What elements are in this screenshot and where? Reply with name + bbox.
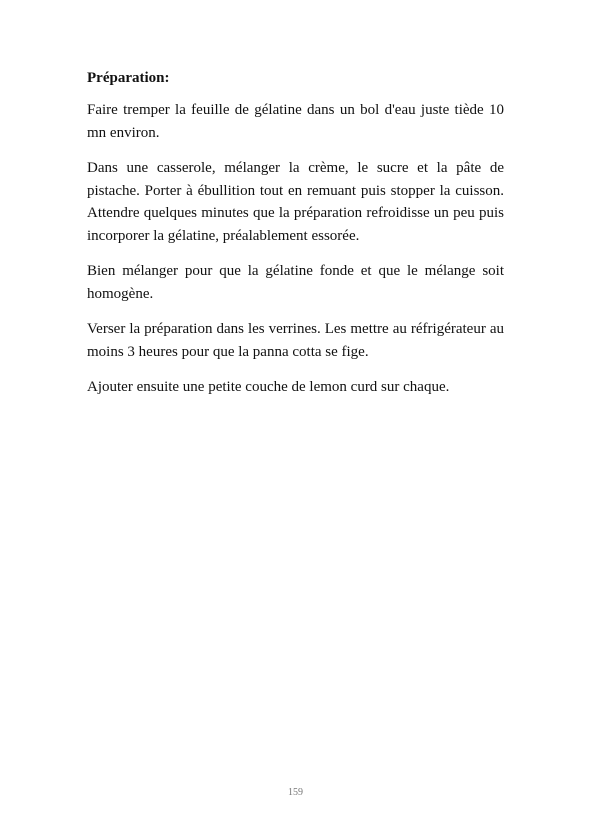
paragraph-soak-gelatin: Faire tremper la feuille de gélatine dans un bol d'eau juste tiède 10 mn environ.: [87, 102, 504, 141]
page-body: [87, 68, 504, 412]
paragraph-pour-chill: Verser la préparation dans les verrines. Les mettre au réfrigérateur au moins 3 heures pour que la panna cotta se fige.: [87, 321, 504, 360]
paragraph-mix-well: Bien mélanger pour que la gélatine fonde et que le mélange soit homogène.: [87, 263, 504, 302]
paragraph-add-lemon-curd: Ajouter ensuite une petite couche de lemon curd sur chaque.: [87, 379, 450, 395]
section-heading: Préparation:: [87, 70, 170, 86]
page-number: 159: [288, 787, 303, 798]
paragraph-heat-mixture: Dans une casserole, mélanger la crème, le sucre et la pâte de pistache. Porter à ébullition tout en remuant puis stopper la cuisson. Attendre quelques minutes que la préparation refroidisse un peu puis incorporer la gélatine, préalablement essorée.: [87, 160, 504, 244]
